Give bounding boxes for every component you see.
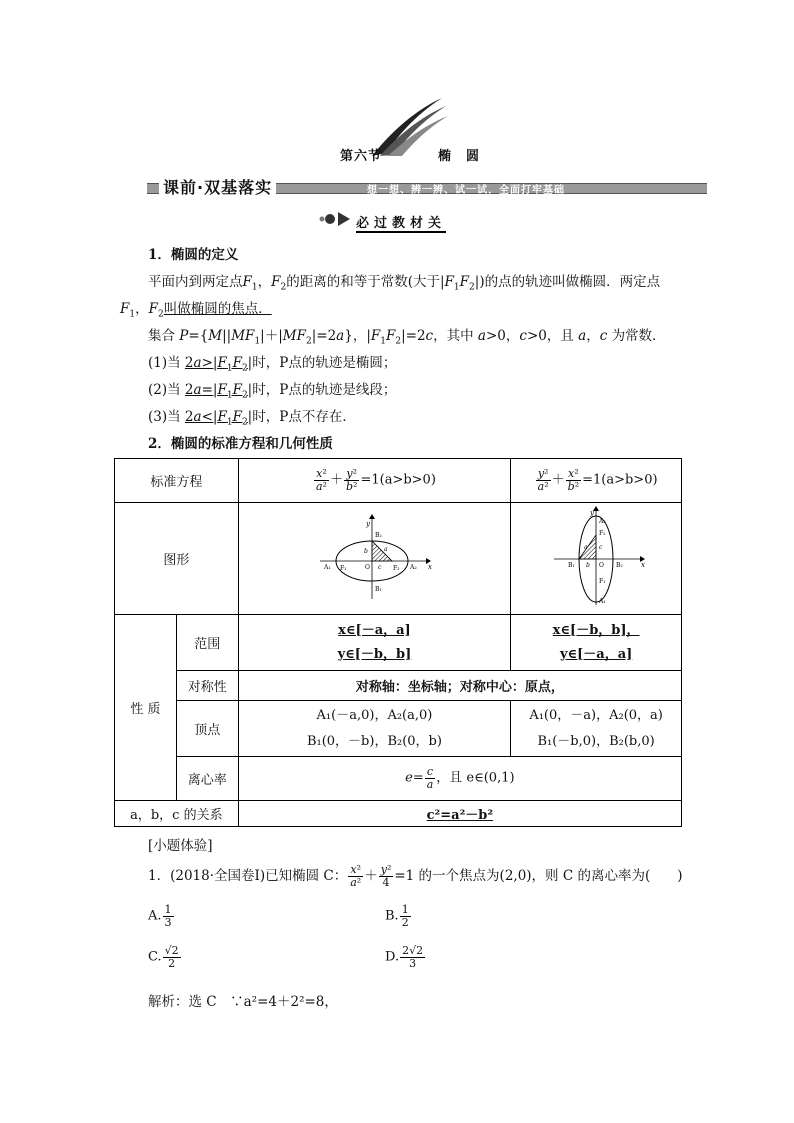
svg-text:A₂: A₂ — [410, 563, 418, 571]
svg-text:F₁: F₁ — [599, 577, 606, 585]
svg-text:y: y — [590, 508, 595, 517]
svg-text:F₁: F₁ — [340, 564, 348, 572]
std-eq-label: 标准方程 — [115, 459, 239, 503]
symmetry-value: 对称轴：坐标轴；对称中心：原点， — [238, 671, 681, 701]
arrow-dots-icon — [318, 210, 352, 228]
subheading — [318, 210, 447, 231]
svg-text:A₁: A₁ — [324, 563, 332, 571]
solution-text: 解析：选 C ∵a²=4＋2²=8， — [148, 994, 338, 1010]
section-name: 椭 圆 — [438, 149, 481, 164]
svg-text:a: a — [384, 545, 389, 553]
range-1: x∈[－a，a] y∈[－b，b] — [238, 615, 511, 671]
svg-text:O: O — [599, 561, 605, 569]
subheading-label: 必过教材关 — [356, 212, 446, 233]
option-d: D. $\frac{2√2}{3}$ — [385, 944, 424, 970]
svg-text:b: b — [586, 561, 590, 569]
vertex-2: A₁(0，－a)，A₂(0，a) B₁(－b,0)，B₂(b,0) — [511, 701, 682, 757]
figure-label: 图形 — [115, 503, 239, 615]
definition-text-2: $F_1$，$F_2$叫做椭圆的焦点． — [120, 301, 272, 320]
symmetry-label: 对称性 — [176, 671, 238, 701]
svg-text:B₂: B₂ — [616, 561, 623, 569]
banner-subtitle: 想一想、辨一辨、试一试，全面打牢基础 — [367, 185, 565, 196]
svg-text:c: c — [378, 563, 382, 571]
table-row — [115, 701, 682, 757]
condition-2: (2)当 $2a=|F_1F_2|$时，P点的轨迹是线段； — [148, 382, 397, 401]
svg-text:x: x — [428, 562, 433, 571]
range-2: x∈[－b，b]， y∈[－a，a] — [511, 615, 682, 671]
svg-text:B₁: B₁ — [568, 561, 575, 569]
vertical-ellipse-diagram — [544, 505, 648, 609]
condition-1: (1)当 $2a>|F_1F_2|$时，P点的轨迹是椭圆； — [148, 355, 397, 374]
abc-label: a，b，c 的关系 — [115, 801, 239, 827]
svg-text:B₁: B₁ — [375, 585, 383, 593]
std-eq-1: $\frac{\text{x²}}{\text{a²}}$ ＋ $\frac{\text{y²}}{\text{b²}}$ =1(a>b>0) — [238, 459, 511, 503]
heading-properties: 2．椭圆的标准方程和几何性质 — [148, 436, 333, 452]
option-b: B. $\frac{1}{2}$ — [385, 903, 409, 929]
svg-text:A₁: A₁ — [599, 597, 606, 605]
vertex-label: 顶点 — [176, 701, 238, 757]
option-a: A. $\frac{1}{3}$ — [148, 903, 172, 929]
range-label: 范围 — [176, 615, 238, 671]
properties-label: 性 质 — [115, 615, 177, 801]
table-row — [115, 757, 682, 801]
properties-table — [114, 458, 682, 827]
option-c: C. $\frac{√2}{2}$ — [148, 944, 179, 970]
svg-text:a: a — [584, 543, 588, 551]
figure-vertical-ellipse — [511, 503, 682, 615]
svg-text:A₂: A₂ — [599, 517, 606, 525]
banner-label: 课前·双基落实 — [159, 175, 276, 198]
std-eq-2: $\frac{\text{y²}}{\text{a²}}$ ＋ $\frac{\text{x²}}{\text{b²}}$ =1(a>b>0) — [511, 459, 682, 503]
svg-text:F₂: F₂ — [599, 529, 606, 537]
table-row — [115, 503, 682, 615]
section-title — [340, 145, 480, 164]
svg-text:x: x — [641, 560, 646, 569]
horizontal-ellipse-diagram — [314, 511, 434, 603]
chapter-banner — [147, 178, 707, 196]
condition-3: (3)当 $2a<|F_1F_2|$时，P点不存在． — [148, 409, 356, 428]
svg-text:y: y — [366, 519, 371, 528]
svg-text:O: O — [365, 563, 371, 571]
figure-horizontal-ellipse — [238, 503, 511, 615]
table-row — [115, 615, 682, 671]
eccentricity-label: 离心率 — [176, 757, 238, 801]
set-definition: 集合 $P=\{M||MF_1|+|MF_2|=2a\}$，$|F_1F_2|=2c$，其中 a>0，c>0，且 a，c 为常数． — [148, 328, 666, 347]
svg-text:b: b — [364, 547, 369, 555]
vertex-1: A₁(－a,0)，A₂(a,0) B₁(0，－b)，B₂(0，b) — [238, 701, 511, 757]
table-row — [115, 459, 682, 503]
svg-text:c: c — [599, 543, 603, 551]
svg-text:B₂: B₂ — [375, 531, 383, 539]
question-1: 1．(2018·全国卷Ⅰ)已知椭圆 C： $\frac{\text{x²}}{\text{a²}}$ ＋ $\frac{\text{y²}}{4}$ =1 的一个焦点为(2,0)，则 C 的离心率为( ) — [148, 863, 683, 889]
definition-text-1: 平面内到两定点$F_1$，$F_2$的距离的和等于常数(大于$|F_1F_2|$)的点的轨迹叫做椭圆．两定点 — [148, 274, 661, 293]
table-row — [115, 801, 682, 827]
eccentricity-value: e= $\frac{c}{a}$ ，且 e∈(0,1) — [238, 757, 681, 801]
heading-definition: 1．椭圆的定义 — [148, 247, 239, 263]
practice-tag: [小题体验] — [148, 838, 213, 854]
svg-text:F₂: F₂ — [393, 564, 401, 572]
abc-value: c²=a²－b² — [238, 801, 681, 827]
section-number: 第六节 — [340, 149, 383, 164]
table-row — [115, 671, 682, 701]
